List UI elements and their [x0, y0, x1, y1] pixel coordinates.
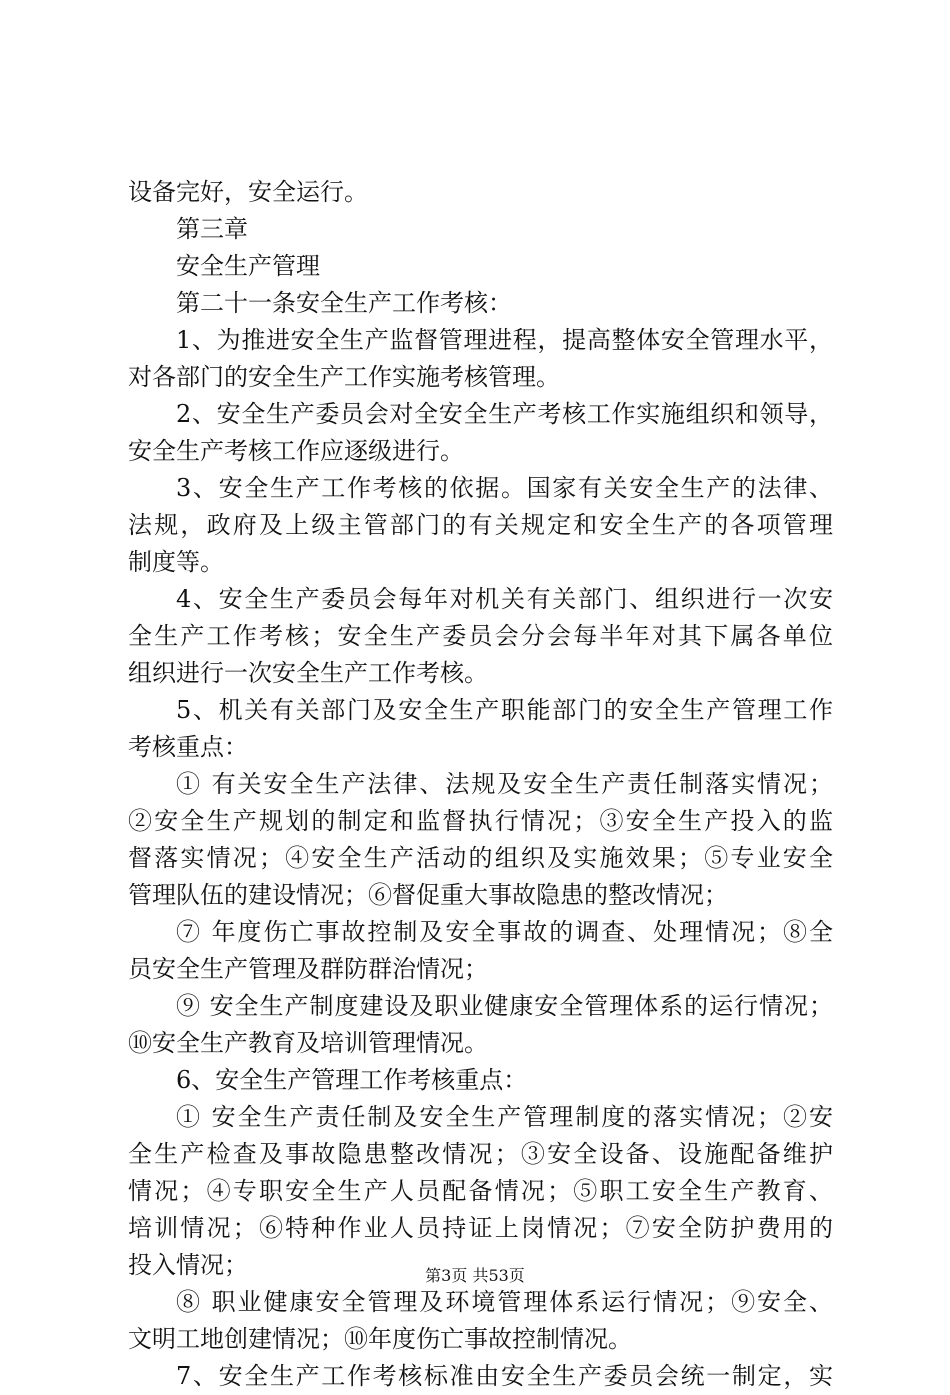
- text-line: 6、安全生产管理工作考核重点：: [176, 1066, 528, 1094]
- text-line: 3、安全生产工作考核的依据。国家有关安全生产的法律、: [176, 474, 833, 502]
- text-line: ⑦ 年度伤亡事故控制及安全事故的调查、处理情况；⑧全: [176, 918, 833, 946]
- text-line: 7、安全生产工作考核标准由安全生产委员会统一制定，实: [176, 1362, 833, 1390]
- text-line: 管理队伍的建设情况；⑥督促重大事故隐患的整改情况；: [128, 881, 728, 909]
- text-line: 投入情况；: [128, 1251, 248, 1279]
- text-line: 1、为推进安全生产监督管理进程，提高整体安全管理水平，: [176, 326, 833, 354]
- text-line: 设备完好，安全运行。: [128, 178, 368, 206]
- text-line: 员安全生产管理及群防群治情况；: [128, 955, 488, 983]
- text-line: ① 有关安全生产法律、法规及安全生产责任制落实情况；: [176, 770, 833, 798]
- text-line: 文明工地创建情况；⑩年度伤亡事故控制情况。: [128, 1325, 632, 1353]
- text-line: 安全生产管理: [176, 252, 320, 280]
- text-line: ⑧ 职业健康安全管理及环境管理体系运行情况；⑨安全、: [176, 1288, 833, 1316]
- text-line: 对各部门的安全生产工作实施考核管理。: [128, 363, 560, 391]
- text-line: 第二十一条安全生产工作考核：: [176, 289, 512, 317]
- text-line: 2、安全生产委员会对全安全生产考核工作实施组织和领导，: [176, 400, 833, 428]
- text-line: 5、机关有关部门及安全生产职能部门的安全生产管理工作: [176, 696, 833, 724]
- text-line: ① 安全生产责任制及安全生产管理制度的落实情况；②安: [176, 1103, 833, 1131]
- text-line: 全生产检查及事故隐患整改情况；③安全设备、设施配备维护: [128, 1140, 833, 1168]
- text-line: 督落实情况；④安全生产活动的组织及实施效果；⑤专业安全: [128, 844, 833, 872]
- text-line: 全生产工作考核；安全生产委员会分会每半年对其下属各单位: [128, 622, 833, 650]
- text-line: ②安全生产规划的制定和监督执行情况；③安全生产投入的监: [128, 807, 833, 835]
- document-body: [128, 174, 833, 1395]
- text-line: ⑩安全生产教育及培训管理情况。: [128, 1029, 488, 1057]
- page-footer: 第3页 共53页: [425, 1266, 525, 1285]
- text-line: 考核重点：: [128, 733, 248, 761]
- text-line: 组织进行一次安全生产工作考核。: [128, 659, 488, 687]
- text-line: 安全生产考核工作应逐级进行。: [128, 437, 464, 465]
- text-line: 法规，政府及上级主管部门的有关规定和安全生产的各项管理: [128, 511, 833, 539]
- text-line: 培训情况；⑥特种作业人员持证上岗情况；⑦安全防护费用的: [128, 1214, 833, 1242]
- text-line: 制度等。: [128, 548, 224, 576]
- text-line: 第三章: [176, 215, 248, 243]
- text-line: 4、安全生产委员会每年对机关有关部门、组织进行一次安: [176, 585, 833, 613]
- text-line: 情况；④专职安全生产人员配备情况；⑤职工安全生产教育、: [128, 1177, 833, 1205]
- text-line: ⑨ 安全生产制度建设及职业健康安全管理体系的运行情况；: [176, 992, 833, 1020]
